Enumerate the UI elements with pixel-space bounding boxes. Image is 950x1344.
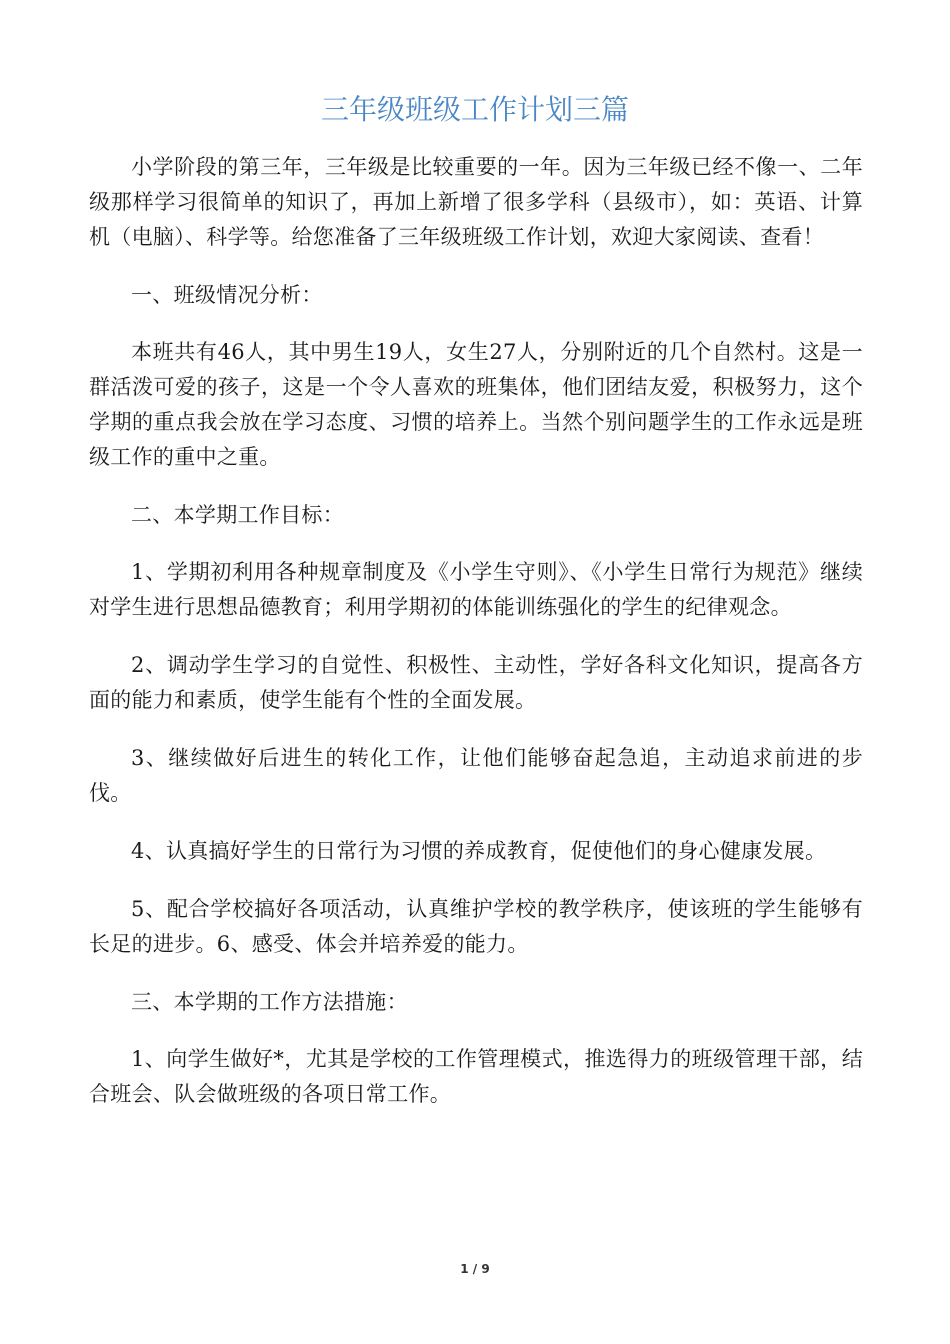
method-item-1: 1、向学生做好*，尤其是学校的工作管理模式，推选得力的班级管理干部，结合班会、队会做班级的各项日常工作。 (89, 1047, 863, 1106)
section-heading-class-analysis: 一、班级情况分析： (131, 283, 323, 307)
section-heading-methods: 三、本学期的工作方法措施： (131, 990, 408, 1014)
goal-item-4: 4、认真搞好学生的日常行为习惯的养成教育，促使他们的身心健康发展。 (131, 839, 827, 863)
goal-item-3: 3、继续做好后进生的转化工作，让他们能够奋起急追，主动追求前进的步伐。 (89, 746, 863, 805)
section-heading-goals: 二、本学期工作目标： (131, 503, 344, 527)
goal-item-5: 5、配合学校搞好各项活动，认真维护学校的教学秩序，使该班的学生能够有长足的进步。6、感受、体会并培养爱的能力。 (89, 897, 863, 956)
goal-item-2: 2、调动学生学习的自觉性、积极性、主动性，学好各科文化知识，提高各方面的能力和素质，使学生能有个性的全面发展。 (89, 653, 863, 712)
document-title: 三年级班级工作计划三篇 (320, 93, 629, 126)
document-body (89, 150, 863, 1135)
class-analysis-paragraph: 本班共有46人，其中男生19人，女生27人，分别附近的几个自然村。这是一群活泼可爱的孩子，这是一个令人喜欢的班集体，他们团结友爱，积极努力，这个学期的重点我会放在学习态度、习惯的培养上。当然个别问题学生的工作永远是班级工作的重中之重。 (89, 340, 863, 469)
page-number: 1 / 9 (460, 1262, 490, 1276)
goal-item-1: 1、学期初利用各种规章制度及《小学生守则》、《小学生日常行为规范》继续对学生进行思想品德教育；利用学期初的体能训练强化的学生的纪律观念。 (89, 560, 863, 619)
intro-paragraph: 小学阶段的第三年，三年级是比较重要的一年。因为三年级已经不像一、二年级那样学习很简单的知识了，再加上新增了很多学科（县级市），如：英语、计算机（电脑）、科学等。给您准备了三年级班级工作计划，欢迎大家阅读、查看！ (89, 155, 863, 249)
